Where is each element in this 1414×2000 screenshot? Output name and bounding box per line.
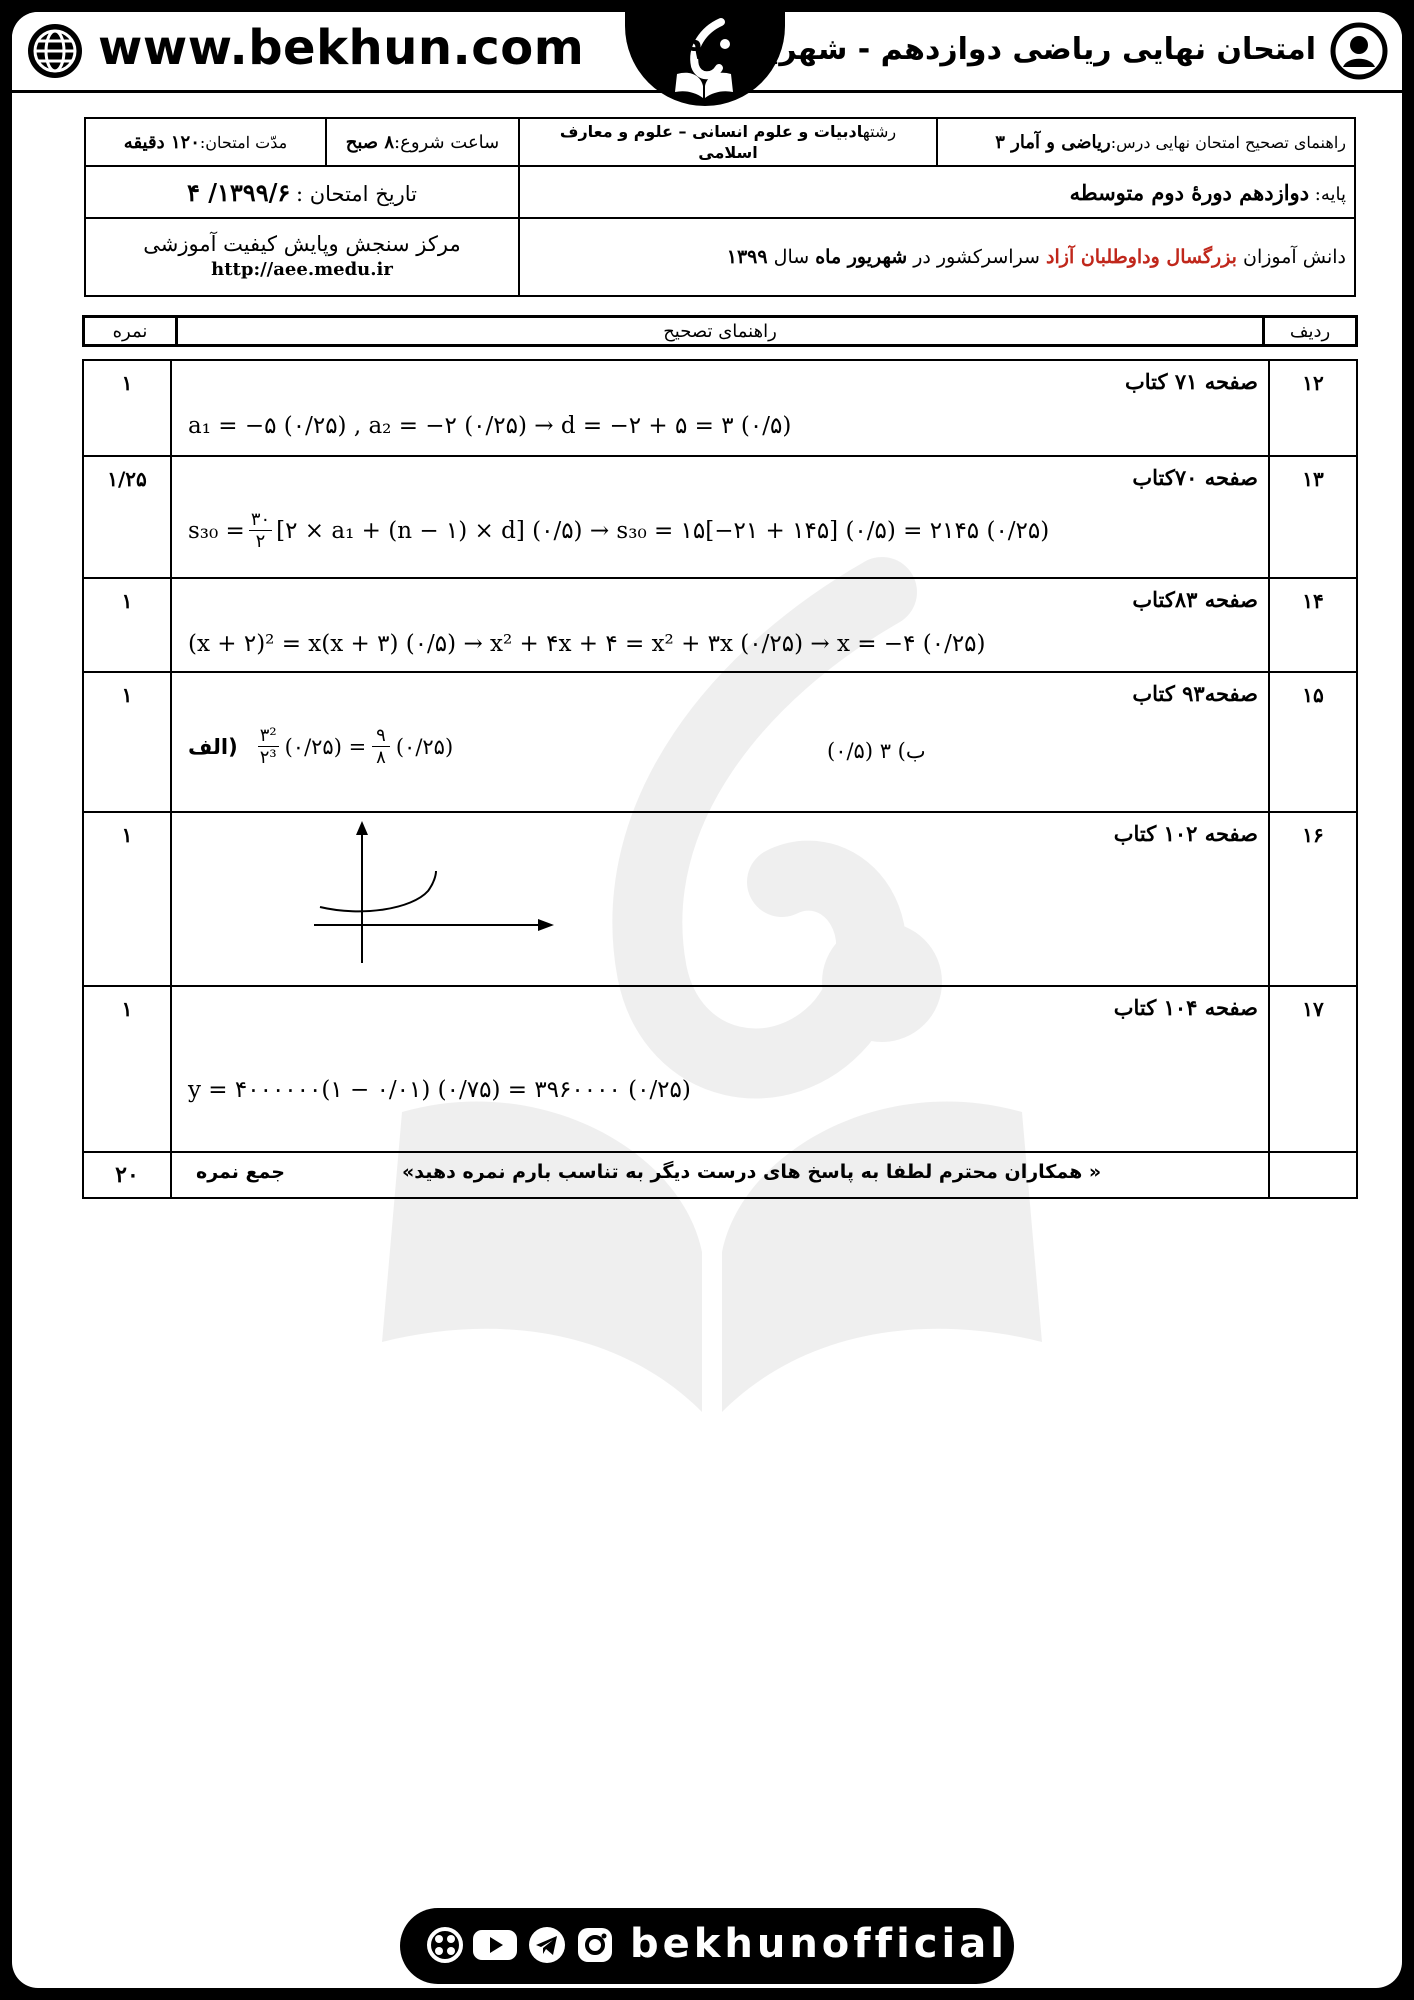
fraction-denominator: ۸ [376,747,386,768]
start-time-cell [326,118,519,166]
row-number: ۱۳ [1269,456,1357,578]
aparat-icon[interactable] [426,1926,464,1964]
students-mid: سراسرکشور در [913,246,1040,268]
fraction-denominator: ۲ [255,531,266,552]
answer-formula: (x + ۲)² = x(x + ۳) (۰/۵) → x² + ۴x + ۴ = x² + ۳x (۰/۲۵) → x = −۴ (۰/۲۵) [188,631,986,657]
page-reference: صفحه ۸۳کتاب [1132,587,1258,612]
fraction [258,725,279,768]
grade-value: دوازدهم دورهٔ دوم متوسطه [1069,179,1310,205]
table-row [83,360,1357,456]
answer-cell [171,812,1269,986]
total-row-empty-cell [1269,1152,1357,1198]
answer-formula: y = ۴۰۰۰۰۰۰(۱ − ۰/۰۱) (۰/۷۵) = ۳۹۶۰۰۰۰ (۰/۲۵) [188,1077,691,1103]
globe-icon[interactable] [26,22,84,80]
page-reference: صفحه ۱۰۲ کتاب [1113,821,1258,846]
formula-part: [۲ × a₁ + (n − ۱) × d] (۰/۵) → s₃₀ = ۱۵[−۲۱ + ۱۴۵] (۰/۵) = ۲۱۴۵ (۰/۲۵) [276,517,1050,544]
students-prefix: دانش آموزان [1243,246,1346,268]
row-score: ۱ [83,578,171,672]
start-value: ۸ صبح [345,131,395,153]
x-axis-arrow [538,919,554,931]
answer-cell [171,672,1269,812]
fraction-numerator: ۳۰ [250,509,271,530]
total-note-cell [171,1152,1269,1198]
fraction-denominator: ۲³ [259,747,277,768]
exam-page [12,12,1402,1988]
center-url-link[interactable]: http://aee.medu.ir [211,259,393,280]
page-reference: صفحه۹۳ کتاب [1132,681,1258,706]
column-header-row: ردیف [1264,317,1357,346]
course-label: راهنمای تصحیح امتحان نهایی درس: [1110,132,1346,152]
table-row [83,456,1357,578]
y-axis-arrow [356,821,368,835]
column-header-guide: راهنمای تصحیح [177,317,1264,346]
social-handle[interactable]: bekhunofficial [630,1921,1008,1967]
date-cell [85,166,519,218]
course-value: ریاضی و آمار ۳ [995,131,1111,153]
function-curve [320,871,436,911]
exponential-graph [302,813,562,983]
answer-formula [188,509,1049,552]
duration-cell [85,118,326,166]
table-row [83,578,1357,672]
course-cell [937,118,1355,166]
social-bar [400,1908,1014,1984]
field-cell [519,118,937,166]
date-label: تاریخ امتحان : [295,181,417,206]
page-reference: صفحه ۷۱ کتاب [1125,369,1258,394]
row-number: ۱۷ [1269,986,1357,1152]
grade-cell [519,166,1355,218]
fraction-numerator: ۹ [372,725,390,747]
fraction [249,509,272,552]
instagram-icon[interactable] [576,1926,614,1964]
page-reference: صفحه ۷۰کتاب [1132,465,1258,490]
duration-label: مدّت امتحان: [199,132,288,152]
answer-cell [171,578,1269,672]
answer-cell [171,456,1269,578]
site-header [12,12,1402,93]
row-score: ۱ [83,986,171,1152]
answer-formula: a₁ = −۵ (۰/۲۵) , a₂ = −۲ (۰/۲۵) → d = −۲ + ۵ = ۳ (۰/۵) [188,413,792,439]
row-number: ۱۲ [1269,360,1357,456]
start-label: ساعت شروع: [394,131,500,153]
page-reference: صفحه ۱۰۴ کتاب [1113,995,1258,1020]
students-highlight: بزرگسال وداوطلبان آزاد [1046,246,1237,268]
duration-value: ۱۲۰ دقیقه [123,131,200,153]
grade-label: پایه: [1314,183,1346,205]
total-row [83,1152,1357,1198]
site-url-link[interactable]: www.bekhun.com [98,20,585,76]
youtube-icon[interactable] [472,1926,518,1964]
row-number: ۱۴ [1269,578,1357,672]
table-row [83,672,1357,812]
students-year-label: سال [773,246,810,268]
formula-part: (۰/۲۵) = [284,734,367,759]
formula-part: s₃₀ = [188,517,245,544]
date-value: ۱۳۹۹/۶/ ۴ [187,177,291,207]
center-cell [85,218,519,296]
fraction [372,725,390,768]
row-score: ۱ [83,672,171,812]
row-score: ۱ [83,812,171,986]
column-header-score: نمره [84,317,177,346]
row-score: ۱/۲۵ [83,456,171,578]
students-cell [519,218,1355,296]
fraction-numerator: ۳² [259,725,277,746]
telegram-icon[interactable] [528,1926,566,1964]
answer-cell [171,360,1269,456]
row-number: ۱۵ [1269,672,1357,812]
grading-note: « همکاران محترم لطفا به پاسخ های درست دیگر به تناسب بارم نمره دهید» [402,1161,1102,1183]
answer-formula-part-a [188,725,453,768]
table-row [83,812,1357,986]
answer-cell [171,986,1269,1152]
exam-info-table [84,117,1356,297]
exam-title: امتحان نهایی ریاضی دوازدهم - شهریور ۹۹ [684,32,1316,67]
total-label: جمع نمره [196,1161,285,1183]
formula-part: (۰/۲۵) [395,734,454,759]
column-header-table [82,315,1358,347]
students-month: شهریور ماه [815,246,908,268]
answer-formula-part-b: ب) ۳ (۰/۵) [827,739,926,763]
row-number: ۱۶ [1269,812,1357,986]
user-profile-icon[interactable] [1330,22,1388,80]
center-name: مرکز سنجش وپایش کیفیت آموزشی [143,232,461,256]
students-year: ۱۳۹۹ [726,246,768,268]
field-label: رشته [862,122,897,141]
field-value: ادبیات و علوم انسانی – علوم و معارف اسلامی [559,122,863,162]
total-value: ۲۰ [83,1152,171,1198]
table-row [83,986,1357,1152]
row-score: ۱ [83,360,171,456]
answer-table [82,359,1358,1199]
part-a-label: الف) [188,734,238,759]
